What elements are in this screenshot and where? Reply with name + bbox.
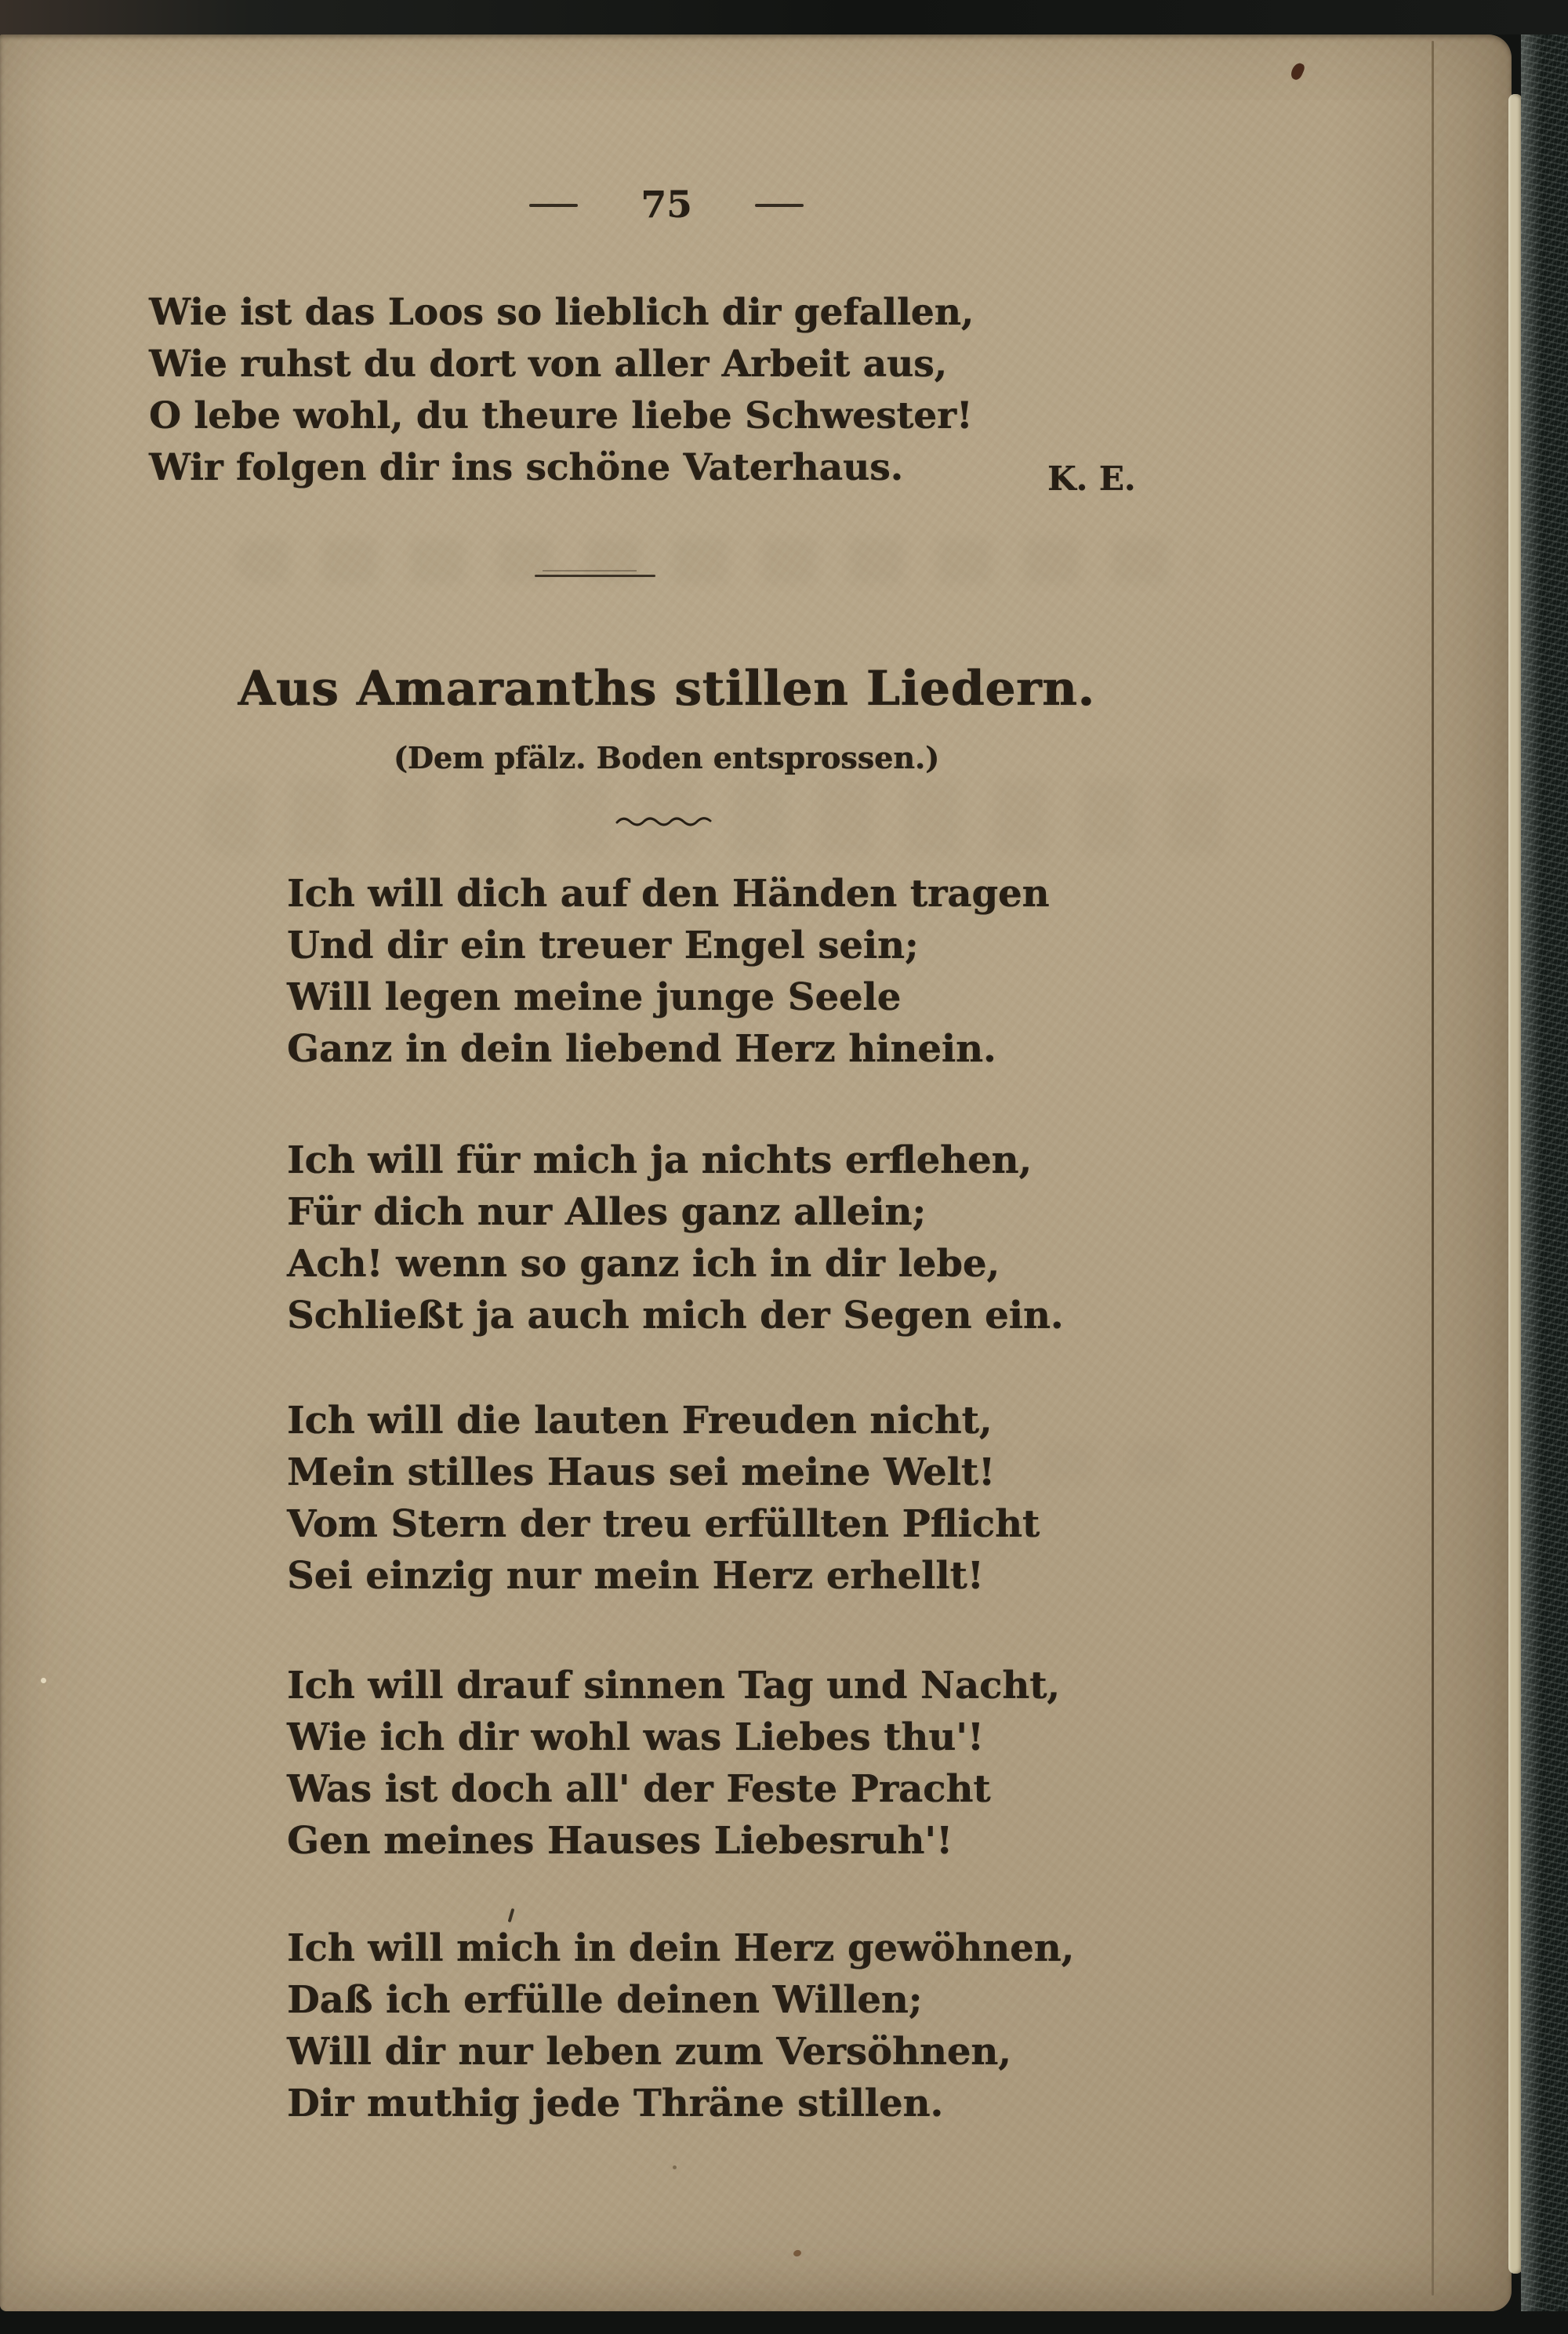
poem-stanza (287, 1922, 1074, 2129)
section-divider-rule (535, 575, 655, 577)
wavy-divider-ornament (613, 812, 720, 829)
intro-poem-line: Wir folgen dir ins schöne Vaterhaus. (149, 446, 903, 489)
poem-line: Schließt ja auch mich der Segen ein. (287, 1294, 1064, 1338)
scan-blemish (41, 1678, 46, 1683)
poem-stanza (287, 1134, 1063, 1341)
poem-line: Daß ich erfülle deinen Willen; (287, 1978, 923, 2022)
poem-line: Will legen meine junge Seele (287, 975, 902, 1019)
intro-poem (149, 287, 974, 494)
poem-line: Will dir nur leben zum Versöhnen, (287, 2030, 1011, 2074)
poem-line: Ich will für mich ja nichts erflehen, (287, 1138, 1033, 1182)
poem-stanza (287, 1660, 1060, 1867)
scan-blemish (673, 2165, 677, 2169)
poem-line: Was ist doch all' der Feste Pracht (287, 1767, 991, 1811)
poem-line: Ich will die lauten Freuden nicht, (287, 1399, 993, 1443)
page-number-dash (755, 204, 804, 207)
poem-line: Wie ich dir wohl was Liebes thu'! (287, 1715, 984, 1759)
poem-line: Ich will mich in dein Herz gewöhnen, (287, 1926, 1075, 1970)
page-edge-crease (1432, 41, 1434, 2296)
section-title: Aus Amaranths stillen Liedern. (238, 661, 1095, 717)
poem-stanza (287, 868, 1049, 1075)
poem-line: Dir muthig jede Thräne stillen. (287, 2082, 944, 2125)
poem-line: Mein stilles Haus sei meine Welt! (287, 1450, 995, 1494)
poem-line: Ich will dich auf den Händen tragen (287, 872, 1050, 916)
book-binding (1521, 34, 1568, 2311)
poem-line: Ganz in dein liebend Herz hinein. (287, 1027, 996, 1071)
ink-bleedthrough (235, 539, 1207, 583)
section-subtitle: (Dem pfälz. Boden entsprossen.) (393, 740, 940, 775)
poem-line: Gen meines Hauses Liebesruh'! (287, 1819, 953, 1863)
poem-stanza (287, 1395, 1040, 1602)
poem-line: Ich will drauf sinnen Tag und Nacht, (287, 1664, 1060, 1708)
poem-line: Ach! wenn so ganz ich in dir lebe, (287, 1242, 1000, 1286)
author-initials: K. E. (1047, 459, 1136, 498)
poem-line: Vom Stern der treu erfüllten Pflicht (287, 1502, 1040, 1546)
scanner-frame-top (0, 0, 1568, 34)
page-number: 75 (641, 183, 692, 227)
poem-line: Für dich nur Alles ganz allein; (287, 1190, 927, 1234)
poem-line: Sei einzig nur mein Herz erhellt! (287, 1554, 984, 1598)
intro-poem-line: O lebe wohl, du theure liebe Schwester! (149, 394, 973, 437)
intro-poem-line: Wie ruhst du dort von aller Arbeit aus, (149, 343, 947, 386)
page-number-dash (529, 204, 578, 207)
ink-bleedthrough (204, 780, 1254, 855)
intro-poem-line: Wie ist das Loos so lieblich dir gefallen, (149, 291, 975, 334)
page-number-row (0, 180, 1333, 230)
page-curl-shading (1333, 34, 1512, 2311)
poem-line: Und dir ein treuer Engel sein; (287, 924, 919, 967)
